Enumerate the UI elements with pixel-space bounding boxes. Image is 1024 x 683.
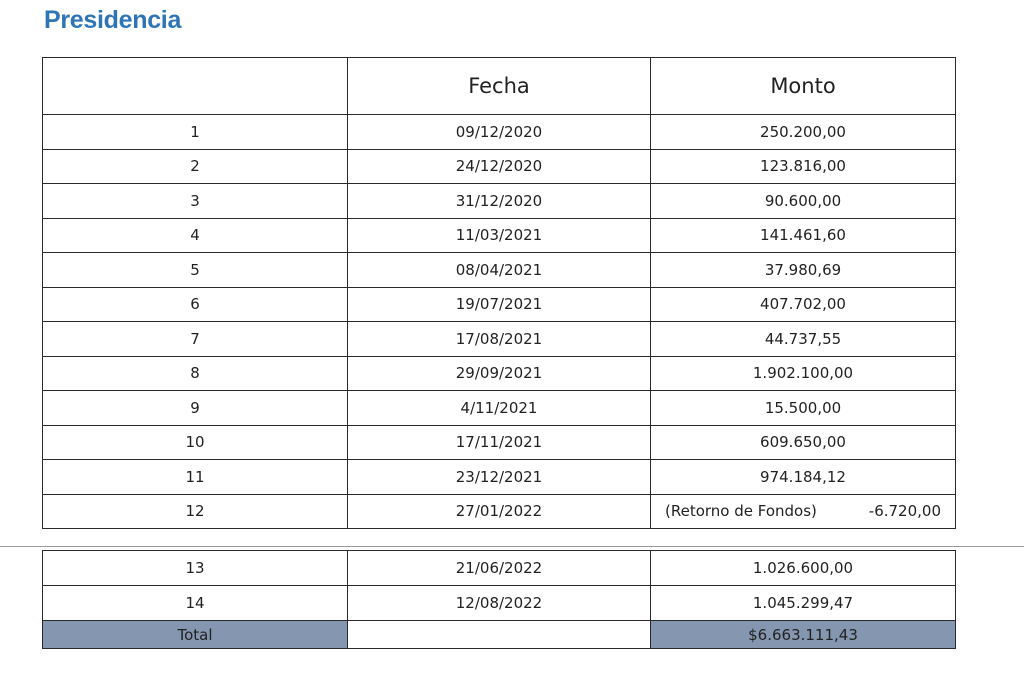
row-monto: 141.461,60: [651, 218, 956, 253]
row-fecha: 19/07/2021: [348, 287, 651, 322]
payments-table-continued: [42, 550, 956, 649]
row-number: 1: [43, 115, 348, 150]
row-fecha: 21/06/2022: [348, 551, 651, 586]
row-number: 5: [43, 253, 348, 288]
return-of-funds-note: (Retorno de Fondos): [665, 502, 817, 521]
row-fecha: 17/08/2021: [348, 322, 651, 357]
table-row: [43, 322, 956, 357]
row-number: 10: [43, 425, 348, 460]
row-monto: 15.500,00: [651, 391, 956, 426]
row-monto: 250.200,00: [651, 115, 956, 150]
row-monto: 407.702,00: [651, 287, 956, 322]
row-monto-with-note: [651, 494, 956, 529]
row-monto: 44.737,55: [651, 322, 956, 357]
row-monto: 90.600,00: [651, 184, 956, 219]
table-row: [43, 460, 956, 495]
table-row: [43, 184, 956, 219]
total-fecha: [348, 621, 651, 649]
row-fecha: 11/03/2021: [348, 218, 651, 253]
row-number: 7: [43, 322, 348, 357]
row-number: 9: [43, 391, 348, 426]
row-monto: 1.045.299,47: [651, 586, 956, 621]
table-row: [43, 149, 956, 184]
row-number: 4: [43, 218, 348, 253]
table-row: [43, 253, 956, 288]
row-fecha: 4/11/2021: [348, 391, 651, 426]
page-break-divider: [0, 546, 1024, 547]
page-title: Presidencia: [44, 6, 182, 34]
row-fecha: 23/12/2021: [348, 460, 651, 495]
header-cell-monto: Monto: [651, 58, 956, 115]
row-monto: 1.902.100,00: [651, 356, 956, 391]
total-row: [43, 621, 956, 649]
row-fecha: 27/01/2022: [348, 494, 651, 529]
row-number: 3: [43, 184, 348, 219]
row-monto: 1.026.600,00: [651, 551, 956, 586]
row-fecha: 09/12/2020: [348, 115, 651, 150]
row-number: 12: [43, 494, 348, 529]
header-cell-fecha: Fecha: [348, 58, 651, 115]
table-row: [43, 356, 956, 391]
table-row: [43, 218, 956, 253]
row-number: 14: [43, 586, 348, 621]
total-label: Total: [43, 621, 348, 649]
total-amount: $6.663.111,43: [651, 621, 956, 649]
row-fecha: 17/11/2021: [348, 425, 651, 460]
row-fecha: 29/09/2021: [348, 356, 651, 391]
table-header-row: [43, 58, 956, 115]
row-fecha: 12/08/2022: [348, 586, 651, 621]
table-row: [43, 115, 956, 150]
row-number: 8: [43, 356, 348, 391]
row-fecha: 08/04/2021: [348, 253, 651, 288]
table-row: [43, 425, 956, 460]
row-number: 13: [43, 551, 348, 586]
row-number: 6: [43, 287, 348, 322]
payments-table: [42, 57, 956, 529]
row-monto: 37.980,69: [651, 253, 956, 288]
table-row: [43, 287, 956, 322]
row-number: 2: [43, 149, 348, 184]
row-number: 11: [43, 460, 348, 495]
table-row: [43, 494, 956, 529]
table-row: [43, 551, 956, 586]
row-fecha: 31/12/2020: [348, 184, 651, 219]
table-row: [43, 586, 956, 621]
row-fecha: 24/12/2020: [348, 149, 651, 184]
row-monto: 974.184,12: [651, 460, 956, 495]
row-monto: -6.720,00: [868, 502, 941, 521]
row-monto: 609.650,00: [651, 425, 956, 460]
header-cell-index: [43, 58, 348, 115]
row-monto: 123.816,00: [651, 149, 956, 184]
table-row: [43, 391, 956, 426]
